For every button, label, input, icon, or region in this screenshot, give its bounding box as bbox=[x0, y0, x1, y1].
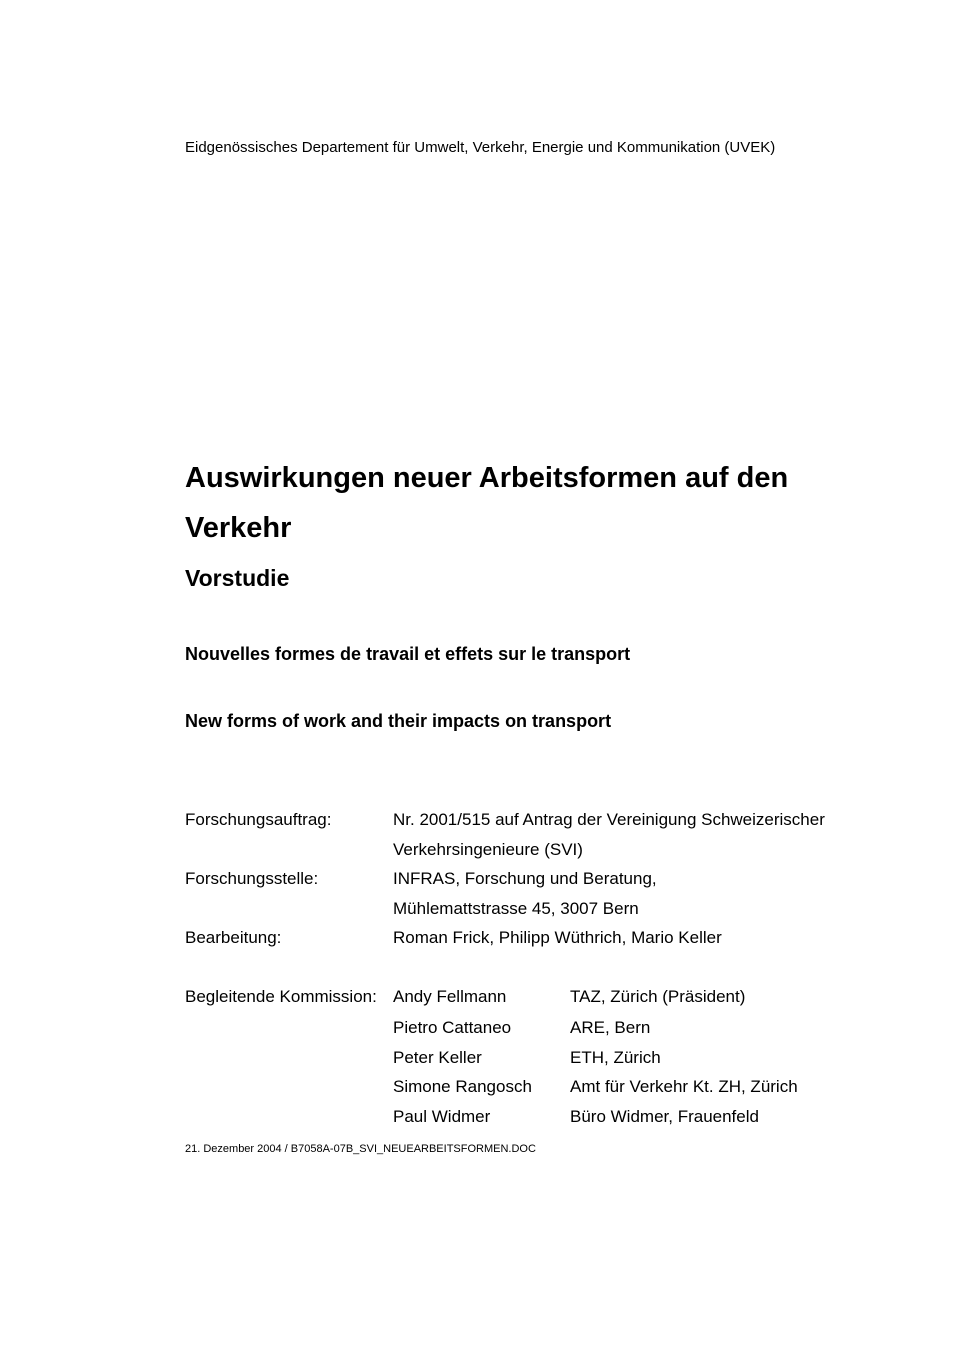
title-line-1: Auswirkungen neuer Arbeitsformen auf den bbox=[185, 462, 789, 494]
commission-member-name: Peter Keller bbox=[393, 1048, 482, 1067]
forschungsauftrag-value-line1: Nr. 2001/515 auf Antrag der Vereinigung Schweizerischer bbox=[393, 810, 825, 829]
forschungsstelle-value-line2: Mühlemattstrasse 45, 3007 Bern bbox=[393, 899, 639, 918]
forschungsauftrag-value-line2: Verkehrsingenieure (SVI) bbox=[393, 840, 583, 859]
forschungsstelle-value-line1: INFRAS, Forschung und Beratung, bbox=[393, 869, 657, 888]
commission-member-name: Pietro Cattaneo bbox=[393, 1018, 512, 1037]
english-title: New forms of work and their impacts on transport bbox=[185, 711, 612, 731]
bearbeitung-value: Roman Frick, Philipp Wüthrich, Mario Keller bbox=[393, 928, 722, 947]
commission-label: Begleitende Kommission: bbox=[185, 987, 377, 1006]
forschungsstelle-label: Forschungsstelle: bbox=[185, 869, 319, 888]
commission-member-name: Andy Fellmann bbox=[393, 987, 507, 1006]
title-line-2: Verkehr bbox=[185, 512, 292, 544]
commission-member-name: Paul Widmer bbox=[393, 1107, 491, 1126]
commission-member-org: ARE, Bern bbox=[570, 1018, 651, 1037]
document-footer: 21. Dezember 2004 / B7058A-07B_SVI_NEUEARBEITSFORMEN.DOC bbox=[185, 1143, 536, 1155]
commission-member-org: Büro Widmer, Frauenfeld bbox=[570, 1107, 759, 1126]
commission-member-name: Simone Rangosch bbox=[393, 1077, 532, 1096]
bearbeitung-label: Bearbeitung: bbox=[185, 928, 282, 947]
french-title: Nouvelles formes de travail et effets sur le transport bbox=[185, 644, 631, 664]
forschungsauftrag-label: Forschungsauftrag: bbox=[185, 810, 332, 829]
commission-member-org: Amt für Verkehr Kt. ZH, Zürich bbox=[570, 1077, 798, 1096]
commission-member-org: TAZ, Zürich (Präsident) bbox=[570, 987, 746, 1006]
commission-member-org: ETH, Zürich bbox=[570, 1048, 661, 1067]
subtitle: Vorstudie bbox=[185, 565, 290, 591]
department-header: Eidgenössisches Departement für Umwelt, Verkehr, Energie und Kommunikation (UVEK) bbox=[185, 139, 776, 156]
